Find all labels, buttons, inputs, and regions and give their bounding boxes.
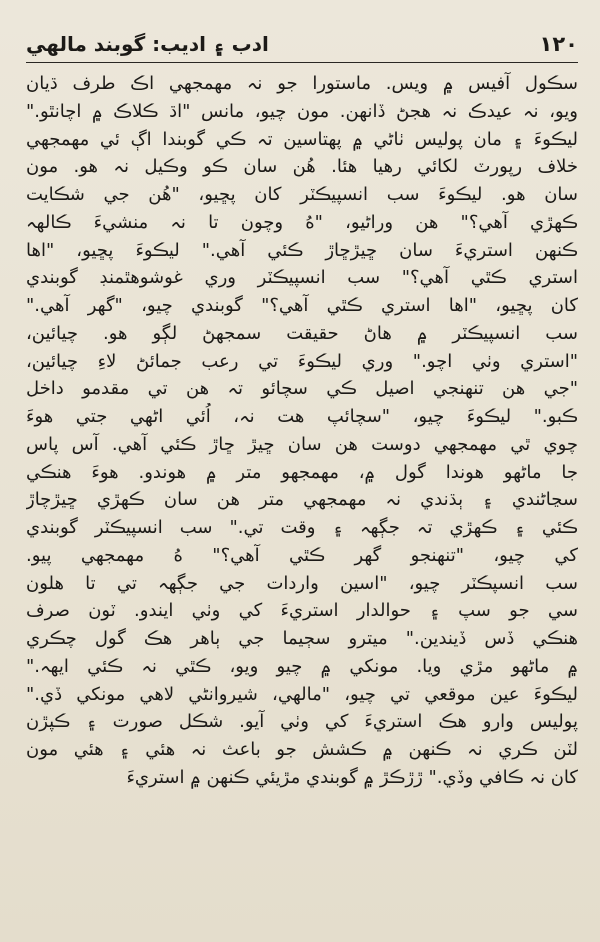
running-head: ادب ۽ اديب: گوبند مالهي (26, 32, 269, 56)
text-line: چوي ٿي مهمجهي دوست هن سان ڇيڙ ڇاڙ ڪئي آهي. آس پاس (26, 433, 578, 455)
text-line: سي جو سپ ۽ حوالدار استريءَ کي وٺي ايندو. ٽون صرف (26, 600, 578, 622)
page-header (26, 28, 578, 60)
text-line: استري ڪٿي آهي؟" سب انسپيڪٽر وري غوشوهٿمنڊ گوبندي (26, 267, 578, 289)
text-line: "استري وٺي اچو." وري ليڪوءَ تي رعب جمائڻ لاءِ چيائين، (26, 350, 578, 372)
text-line: کان نہ ڪافي وڏي." ڙڙڪڙ ۾ گوبندي مڙيئي ڪنهن ۾ استريءَ (126, 766, 578, 788)
text-line: ڪئي ۽ ڪهڙي تہ جڳهہ ۽ وقت تي." سب انسپيڪٽر گوبندي (26, 517, 578, 538)
text-line: سڃاڻندي ۽ ٻڌندي نہ مهمجهي متر هن سان ڪهڙي ڇيڙچاڙ (26, 489, 578, 511)
text-line: خلاف رپورٽ لکائي رهيا هئا. هُن سان ڪو وڪيل نہ هو. مون (26, 156, 578, 178)
text-line: ڪبو." ليڪوءَ چيو، "سچائپ هت نہ، اُئي اڻهي جتي هوءَ (26, 406, 578, 427)
text-line: جا ماڻهو هوندا گول ۾، مهمجهو متر ۾ هوندو. هوءَ هنڪي (26, 461, 578, 483)
text-line: سب انسپڪٽر چيو، "اسين واردات جي جڳهہ تي تا هلون (26, 572, 578, 594)
text-line: ويو، نہ عيدڪ نہ هجڻ ڏانهن. مون چيو، مانس "اڌ ڪلاڪ ۾ اچانٿو." (26, 100, 578, 122)
body-text (26, 70, 578, 792)
text-line: ليڪوءَ عين موقعي تي چيو، "مالهي، شيروانڻي لاهي مونکي ڏي." (26, 683, 578, 705)
text-line: هنڪي ڏس ڏيندين." ميترو سڄيما جي ٻاهر هڪ گول چڪري (26, 628, 578, 649)
text-line: ۾ ماڻهو مڙي ويا. مونکي ۾ چيو ويو، ڪٿي نہ ڪئي ايهہ." (26, 655, 578, 677)
text-line: ڪهڙي آهي؟" هن وراڻيو، "هُ وچون تا نہ منشيءَ ڪالهہ (26, 211, 578, 233)
text-line: کي چيو، "تنهنجو گهر ڪٿي آهي؟" هُ مهمجهي پيو. (26, 544, 578, 566)
text-line: سڪول آفيس ۾ ويس. ماستورا جو نہ مهمجهي اڪ طرف ڌيان (26, 73, 578, 94)
text-line: کان پڇيو، "اها استري ڪٿي آهي؟" گوبندي چيو، "گهر آهي." (26, 295, 578, 316)
text-line: پوليس وارو هڪ استريءَ کي وٺي آيو. شڪل صورت ۽ ڪپڙن (26, 711, 578, 733)
text-line: "جي هن تنهنجي اصيل ڪي سچائو تہ هن تي مقدمو داخل (26, 378, 578, 400)
text-line: لٽن ڪري نہ ڪنهن ۾ ڪشش جو باعث نہ هئي ۽ هئي مون (26, 739, 578, 760)
header-rule (26, 62, 578, 63)
text-line: سان هو. ليڪوءَ سب انسپيڪٽر کان پڇيو، "هُن جي شڪايت (26, 184, 578, 205)
text-line: ليڪوءَ ۽ مان پوليس ٺاڻي ۾ پهتاسين تہ ڪي گوبندا اڳ ئي مهمجهي (26, 128, 578, 150)
text-line: سب انسپيڪٽر ۾ هاڻ حقيقت سمجهڻ لڳو هو. چيائين، (26, 322, 578, 344)
page-number: ١٢٠ (539, 32, 578, 56)
text-line: ڪنهن استريءَ سان ڇيڙڇاڙ ڪئي آهي." ليڪوءَ پڇيو، "اها (26, 239, 578, 261)
